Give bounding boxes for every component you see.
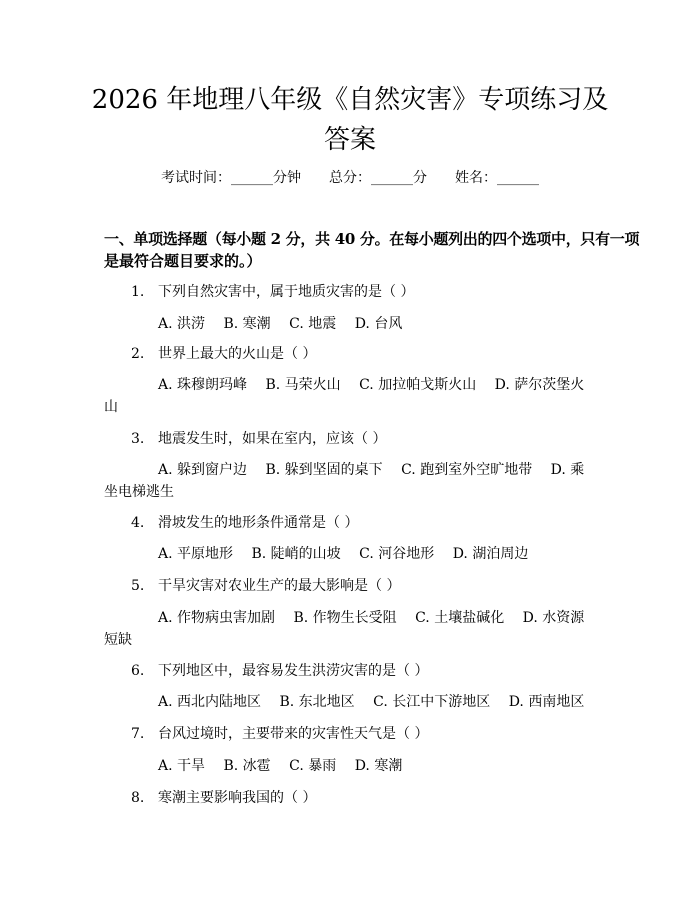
question-3-options [104,459,592,503]
options-line-2: 短缺 [104,632,132,648]
option-a: A. 西北内陆地区 [158,694,262,710]
question-stem: 下列地区中，最容易发生洪涝灾害的是（ ） [158,663,429,679]
options-line-1: A. 作物病虫害加剧 B. 作物生长受阻 C. 土壤盐碱化 D. 水资源 [158,610,585,626]
question-number: 5. [131,578,145,594]
options-line-1: A. 珠穆朗玛峰 B. 马荣火山 C. 加拉帕戈斯火山 D. 萨尔茨堡火 [158,377,585,393]
question-number: 4. [131,515,145,531]
title-line-2: 答案 [323,125,376,155]
question-1-options [104,313,592,335]
question-number: 8. [131,790,145,806]
options-line-1: A. 躲到窗户边 B. 躲到坚固的桌下 C. 跑到室外空旷地带 D. 乘 [158,462,585,478]
question-5-options [104,607,592,651]
section-heading [104,228,640,272]
option-d: D. 寒潮 [354,758,403,774]
question-number: 6. [131,663,145,679]
option-c: C. 长江中下游地区 [373,694,491,710]
exam-info [0,168,700,188]
option-a: A. 平原地形 [158,546,234,562]
question-stem: 滑坡发生的地形条件通常是（ ） [158,515,359,531]
option-b: B. 寒潮 [223,316,271,332]
question-stem: 世界上最大的火山是（ ） [158,346,317,362]
option-c: C. 地震 [289,316,337,332]
question-7-options [104,755,592,777]
exam-time: 考试时间：______分钟 [161,170,301,186]
question-stem: 地震发生时，如果在室内，应该（ ） [158,431,387,447]
question-number: 7. [131,726,145,742]
question-6-options [104,691,592,713]
options-line-2: 山 [104,399,118,415]
option-c: C. 河谷地形 [359,546,435,562]
option-b: B. 冰雹 [223,758,271,774]
question-stem: 下列自然灾害中，属于地质灾害的是（ ） [158,284,415,300]
option-d: D. 湖泊周边 [452,546,529,562]
question-2-options [104,374,592,418]
document-title [60,80,640,160]
option-d: D. 台风 [354,316,403,332]
section-heading-line-2: 是最符合题目要求的。） [104,252,262,270]
option-c: C. 暴雨 [289,758,337,774]
section-heading-line-1: 一、单项选择题（每小题 2 分，共 40 分。在每小题列出的四个选项中，只有一项 [104,230,640,248]
option-b: B. 东北地区 [279,694,355,710]
question-number: 3. [131,431,145,447]
student-name: 姓名：______ [455,170,539,186]
question-4-options [104,543,592,565]
options-line-2: 坐电梯逃生 [104,484,174,500]
option-d: D. 西南地区 [508,694,585,710]
question-stem: 干旱灾害对农业生产的最大影响是（ ） [158,578,401,594]
total-score: 总分：______分 [329,170,427,186]
question-stem: 台风过境时，主要带来的灾害性天气是（ ） [158,726,429,742]
option-a: A. 洪涝 [158,316,206,332]
question-number: 1. [131,284,145,300]
option-a: A. 干旱 [158,758,206,774]
question-number: 2. [131,346,145,362]
option-b: B. 陡峭的山坡 [251,546,341,562]
title-line-1: 2026 年地理八年级《自然灾害》专项练习及 [91,85,609,115]
question-stem: 寒潮主要影响我国的（ ） [158,790,317,806]
